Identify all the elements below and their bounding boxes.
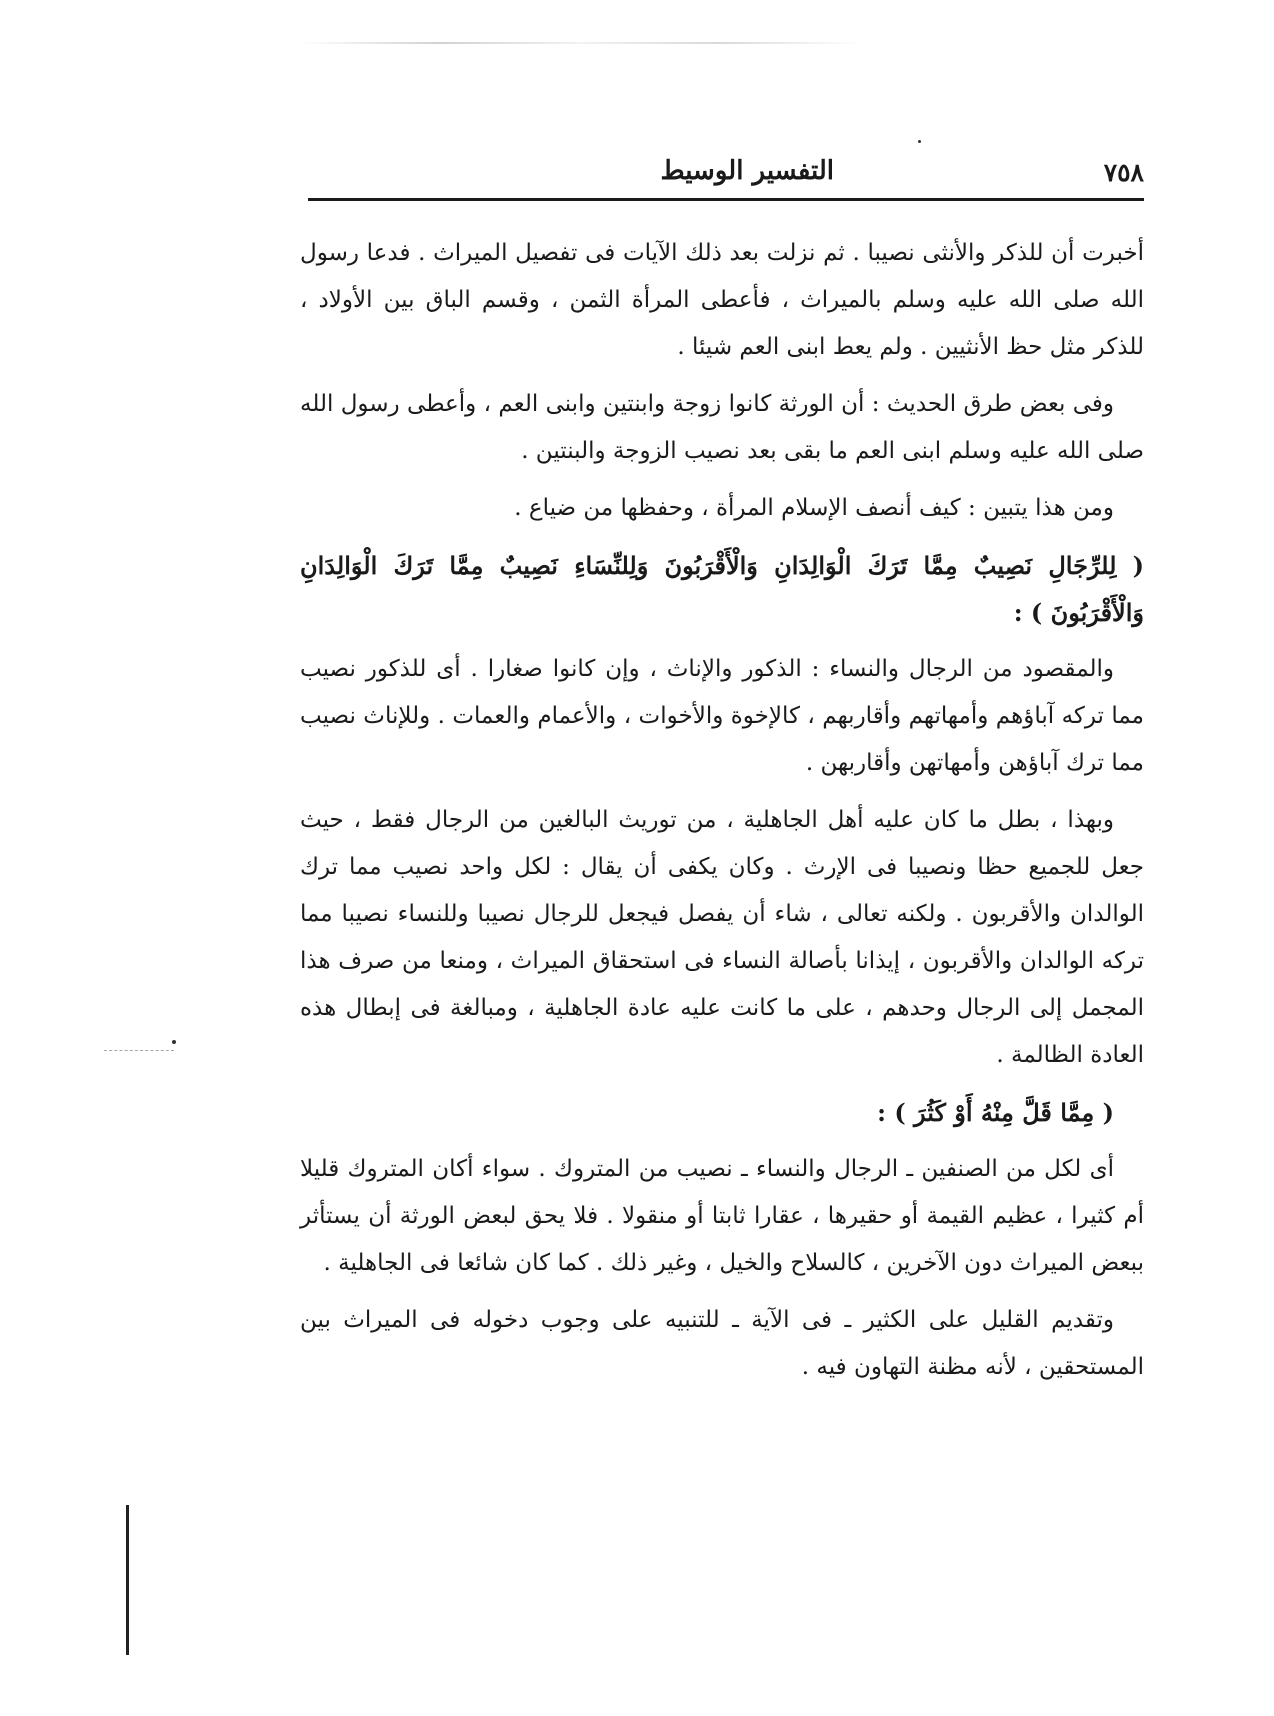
paragraph-1: أخبرت أن للذكر والأنثى نصيبا . ثم نزلت بعد ذلك الآيات فى تفصيل الميراث . فدعا رسول الله صلى الله عليه وسلم بالميراث ، فأعطى المرأة الثمن ، وقسم الباق بين الأولاد ، للذكر مثل حظ الأنثيين . ولم يعط ابنى العم شيئا . [300, 240, 1144, 360]
scan-artifact-margin-dots [104, 1050, 174, 1065]
paragraph-2: وفى بعض طرق الحديث : أن الورثة كانوا زوجة وابنتين وابنى العم ، وأعطى رسول الله صلى الله عليه وسلم ابنى العم ما بقى بعد نصيب الزوجة والبنتين . [300, 391, 1144, 464]
running-title: التفسير الوسيط [660, 156, 834, 186]
scan-artifact-margin-line [126, 1505, 129, 1655]
scan-speck [918, 140, 921, 143]
quran-verse-2: ( مِمَّا قَلَّ مِنْهُ أَوْ كَثُرَ ) : [877, 1098, 1114, 1127]
quran-verse-1: ( لِلرِّجَالِ نَصِيبٌ مِمَّا تَرَكَ الْوَالِدَانِ وَالْأَقْرَبُونَ وَلِلنِّسَاءِ نَصِيبٌ مِمَّا تَرَكَ الْوَالِدَانِ وَالْأَقْرَبُونَ ) : [300, 551, 1144, 627]
paragraph-3: ومن هذا يتبين : كيف أنصف الإسلام المرأة ، وحفظها من ضياع . [514, 495, 1114, 521]
header-rule [308, 198, 1144, 201]
paragraph-7: وتقديم القليل على الكثير ـ فى الآية ـ للتنبيه على وجوب دخوله فى الميراث بين المستحقين ، لأنه مظنة التهاون فيه . [300, 1307, 1144, 1380]
paragraph-6: أى لكل من الصنفين ـ الرجال والنساء ـ نصيب من المتروك . سواء أكان المتروك قليلا أم كثيرا ، عظيم القيمة أو حقيرها ، عقارا ثابتا أو منقولا . فلا يحق لبعض الورثة أن يستأثر ببعض الميراث دون الآخرين ، كالسلاح والخيل ، وغير ذلك . كما كان شائعا فى الجاهلية . [300, 1156, 1144, 1276]
page-header [308, 150, 1144, 200]
paragraph-5: وبهذا ، بطل ما كان عليه أهل الجاهلية ، من توريث البالغين من الرجال فقط ، حيث جعل للجميع حظا ونصيبا فى الإرث . وكان يكفى أن يقال : لكل واحد نصيب مما ترك الوالدان والأقربون . ولكنه تعالى ، شاء أن يفصل فيجعل للرجال نصيبا وللنساء نصيبا مما تركه الوالدان والأقربون ، إيذانا بأصالة النساء فى استحقاق الميراث ، ومنعا من صرف هذا المجمل إلى الرجال وحدهم ، على ما كانت عليه عادة الجاهلية ، ومبالغة فى إبطال هذه العادة الظالمة . [300, 807, 1144, 1068]
scan-artifact-top [300, 42, 860, 44]
page-number: ٧٥٨ [1103, 158, 1144, 187]
scan-speck [172, 1040, 176, 1044]
body-text [300, 230, 1144, 1401]
paragraph-4: والمقصود من الرجال والنساء : الذكور والإناث ، وإن كانوا صغارا . أى للذكور نصيب مما تركه آباؤهم وأمهاتهم وأقاربهم ، كالإخوة والأخوات ، والأعمام والعمات . وللإناث نصيب مما ترك آباؤهن وأمهاتهن وأقاربهن . [300, 656, 1144, 776]
